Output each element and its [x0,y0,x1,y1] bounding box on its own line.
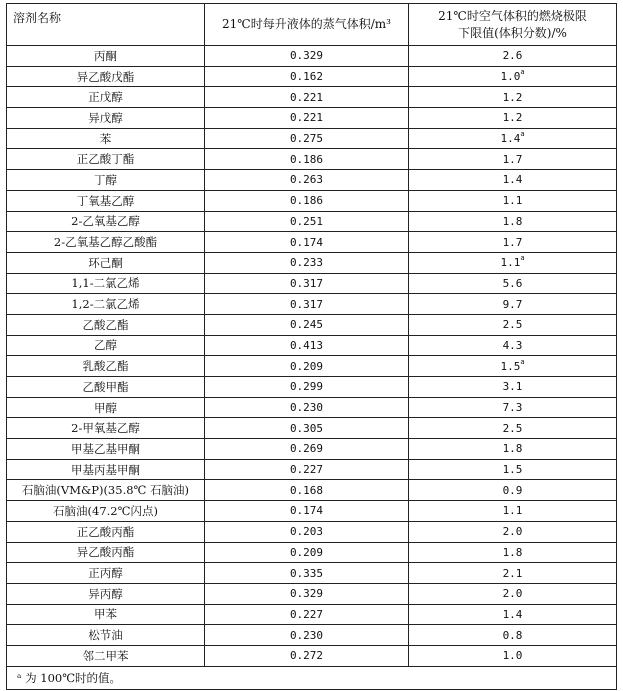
footnote-marker: a [520,68,525,77]
solvent-name-cell: 石脑油(47.2℃闪点) [7,501,205,522]
lower-limit-cell [409,66,617,87]
table-row [7,542,617,563]
solvent-name-cell: 乙醇 [7,335,205,356]
table-row [7,645,617,666]
solvent-name-cell: 正戊醇 [7,87,205,108]
solvent-name-cell: 1,1-二氯乙烯 [7,273,205,294]
table-row [7,356,617,377]
lower-limit-cell [409,335,617,356]
lower-limit-cell [409,108,617,129]
table-row [7,211,617,232]
lower-limit-value: 9.7 [502,297,523,311]
lower-limit-cell [409,356,617,377]
solvent-name-cell: 丁醇 [7,170,205,191]
table-row [7,170,617,191]
solvent-name-cell: 正乙酸丙酯 [7,521,205,542]
lower-limit-value: 3.1 [502,380,523,394]
table-body [7,46,617,667]
solvent-name-cell: 乳酸乙酯 [7,356,205,377]
lower-limit-value: 1.8 [502,442,523,456]
table-row [7,418,617,439]
table-footnote: ᵃ 为 100℃时的值。 [7,666,617,689]
vapor-volume-cell: 0.233 [205,252,409,273]
vapor-volume-cell: 0.269 [205,439,409,460]
header-lower-limit-line1: 21℃时空气体积的燃烧极限 [438,8,587,23]
solvent-name-cell: 丙酮 [7,46,205,67]
lower-limit-value: 1.4 [502,173,523,187]
vapor-volume-cell: 0.329 [205,583,409,604]
lower-limit-value: 2.0 [502,587,523,601]
solvent-name-cell: 乙酸甲酯 [7,377,205,398]
table-row [7,252,617,273]
vapor-volume-cell: 0.413 [205,335,409,356]
solvent-name-cell: 异乙酸戊酯 [7,66,205,87]
lower-limit-cell [409,87,617,108]
solvent-name-cell: 异丙醇 [7,583,205,604]
lower-limit-cell [409,211,617,232]
solvent-name-cell: 2-甲氧基乙醇 [7,418,205,439]
table-header-row [7,4,617,46]
vapor-volume-cell: 0.263 [205,170,409,191]
table-row [7,294,617,315]
header-lower-limit [409,4,617,46]
table-row [7,66,617,87]
lower-limit-value: 5.6 [502,276,523,290]
lower-limit-cell [409,190,617,211]
vapor-volume-cell: 0.230 [205,397,409,418]
lower-limit-cell [409,418,617,439]
solvent-name-cell: 异乙酸丙酯 [7,542,205,563]
lower-limit-cell [409,46,617,67]
lower-limit-value: 1.1 [502,504,523,518]
solvent-name-cell: 甲苯 [7,604,205,625]
vapor-volume-cell: 0.227 [205,459,409,480]
lower-limit-value: 2.5 [502,421,523,435]
table-row [7,439,617,460]
table-row [7,563,617,584]
lower-limit-cell [409,459,617,480]
table-row [7,87,617,108]
vapor-volume-cell: 0.251 [205,211,409,232]
lower-limit-cell [409,439,617,460]
solvent-name-cell: 苯 [7,128,205,149]
solvent-name-cell: 甲基乙基甲酮 [7,439,205,460]
table-row [7,604,617,625]
lower-limit-cell [409,480,617,501]
lower-limit-value: 1.2 [502,111,523,125]
lower-limit-cell [409,314,617,335]
lower-limit-value: 1.8 [502,214,523,228]
vapor-volume-cell: 0.317 [205,273,409,294]
vapor-volume-cell: 0.335 [205,563,409,584]
table-row [7,480,617,501]
solvent-name-cell: 环己酮 [7,252,205,273]
lower-limit-value: 2.5 [502,318,523,332]
table-row [7,377,617,398]
vapor-volume-cell: 0.174 [205,232,409,253]
table-row [7,335,617,356]
vapor-volume-cell: 0.272 [205,645,409,666]
lower-limit-cell [409,232,617,253]
vapor-volume-cell: 0.299 [205,377,409,398]
lower-limit-value: 1.1 [500,256,521,270]
solvent-name-cell: 甲醇 [7,397,205,418]
lower-limit-value: 1.0 [500,70,521,84]
lower-limit-cell [409,604,617,625]
solvent-name-cell: 甲基丙基甲酮 [7,459,205,480]
solvent-name-cell: 正丙醇 [7,563,205,584]
lower-limit-value: 1.2 [502,90,523,104]
lower-limit-cell [409,294,617,315]
vapor-volume-cell: 0.186 [205,149,409,170]
vapor-volume-cell: 0.174 [205,501,409,522]
lower-limit-value: 2.0 [502,525,523,539]
footnote-marker: a [520,254,525,263]
lower-limit-cell [409,563,617,584]
footnote-marker: a [520,357,525,366]
table-row [7,46,617,67]
lower-limit-cell [409,149,617,170]
solvent-name-cell: 异戊醇 [7,108,205,129]
table-row [7,625,617,646]
lower-limit-value: 2.6 [502,49,523,63]
table-row [7,232,617,253]
vapor-volume-cell: 0.186 [205,190,409,211]
lower-limit-cell [409,521,617,542]
header-lower-limit-line2: 下限值(体积分数)/% [458,25,567,40]
lower-limit-cell [409,273,617,294]
vapor-volume-cell: 0.227 [205,604,409,625]
lower-limit-value: 1.0 [502,649,523,663]
lower-limit-cell [409,625,617,646]
lower-limit-value: 4.3 [502,338,523,352]
vapor-volume-cell: 0.203 [205,521,409,542]
table-row [7,397,617,418]
lower-limit-value: 7.3 [502,401,523,415]
vapor-volume-cell: 0.209 [205,356,409,377]
solvent-name-cell: 2-乙氧基乙醇乙酸酯 [7,232,205,253]
table-row [7,501,617,522]
lower-limit-value: 1.4 [500,132,521,146]
vapor-volume-cell: 0.168 [205,480,409,501]
table-row [7,583,617,604]
lower-limit-cell [409,170,617,191]
lower-limit-value: 0.9 [502,483,523,497]
solvent-name-cell: 2-乙氧基乙醇 [7,211,205,232]
lower-limit-value: 1.4 [502,607,523,621]
solvent-table-sheet [6,3,616,690]
table-row [7,521,617,542]
vapor-volume-cell: 0.275 [205,128,409,149]
table-row [7,190,617,211]
table-row [7,108,617,129]
table-row [7,149,617,170]
solvent-name-cell: 正乙酸丁酯 [7,149,205,170]
vapor-volume-cell: 0.245 [205,314,409,335]
lower-limit-value: 2.1 [502,566,523,580]
header-vapor-volume: 21℃时每升液体的蒸气体积/m³ [205,4,409,46]
footnote-row [7,666,617,689]
lower-limit-cell [409,377,617,398]
lower-limit-cell [409,542,617,563]
vapor-volume-cell: 0.209 [205,542,409,563]
solvent-name-cell: 1,2-二氯乙烯 [7,294,205,315]
table-row [7,459,617,480]
lower-limit-value: 1.8 [502,545,523,559]
lower-limit-cell [409,252,617,273]
solvent-name-cell: 邻二甲苯 [7,645,205,666]
table-row [7,273,617,294]
vapor-volume-cell: 0.162 [205,66,409,87]
lower-limit-cell [409,583,617,604]
header-solvent-name: 溶剂名称 [7,4,205,46]
lower-limit-value: 1.5 [502,463,523,477]
lower-limit-cell [409,645,617,666]
lower-limit-cell [409,501,617,522]
lower-limit-value: 1.1 [502,194,523,208]
lower-limit-value: 1.7 [502,235,523,249]
table-row [7,314,617,335]
vapor-volume-cell: 0.305 [205,418,409,439]
solvent-name-cell: 松节油 [7,625,205,646]
lower-limit-value: 0.8 [502,628,523,642]
footnote-marker: a [520,130,525,139]
vapor-volume-cell: 0.329 [205,46,409,67]
lower-limit-cell [409,128,617,149]
vapor-volume-cell: 0.221 [205,87,409,108]
vapor-volume-cell: 0.221 [205,108,409,129]
lower-limit-value: 1.5 [500,359,521,373]
vapor-volume-cell: 0.317 [205,294,409,315]
vapor-volume-cell: 0.230 [205,625,409,646]
table-row [7,128,617,149]
solvent-name-cell: 乙酸乙酯 [7,314,205,335]
lower-limit-cell [409,397,617,418]
solvent-name-cell: 石脑油(VM&P)(35.8℃ 石脑油) [7,480,205,501]
lower-limit-value: 1.7 [502,152,523,166]
solvent-name-cell: 丁氧基乙醇 [7,190,205,211]
solvent-flammability-table [6,3,617,690]
